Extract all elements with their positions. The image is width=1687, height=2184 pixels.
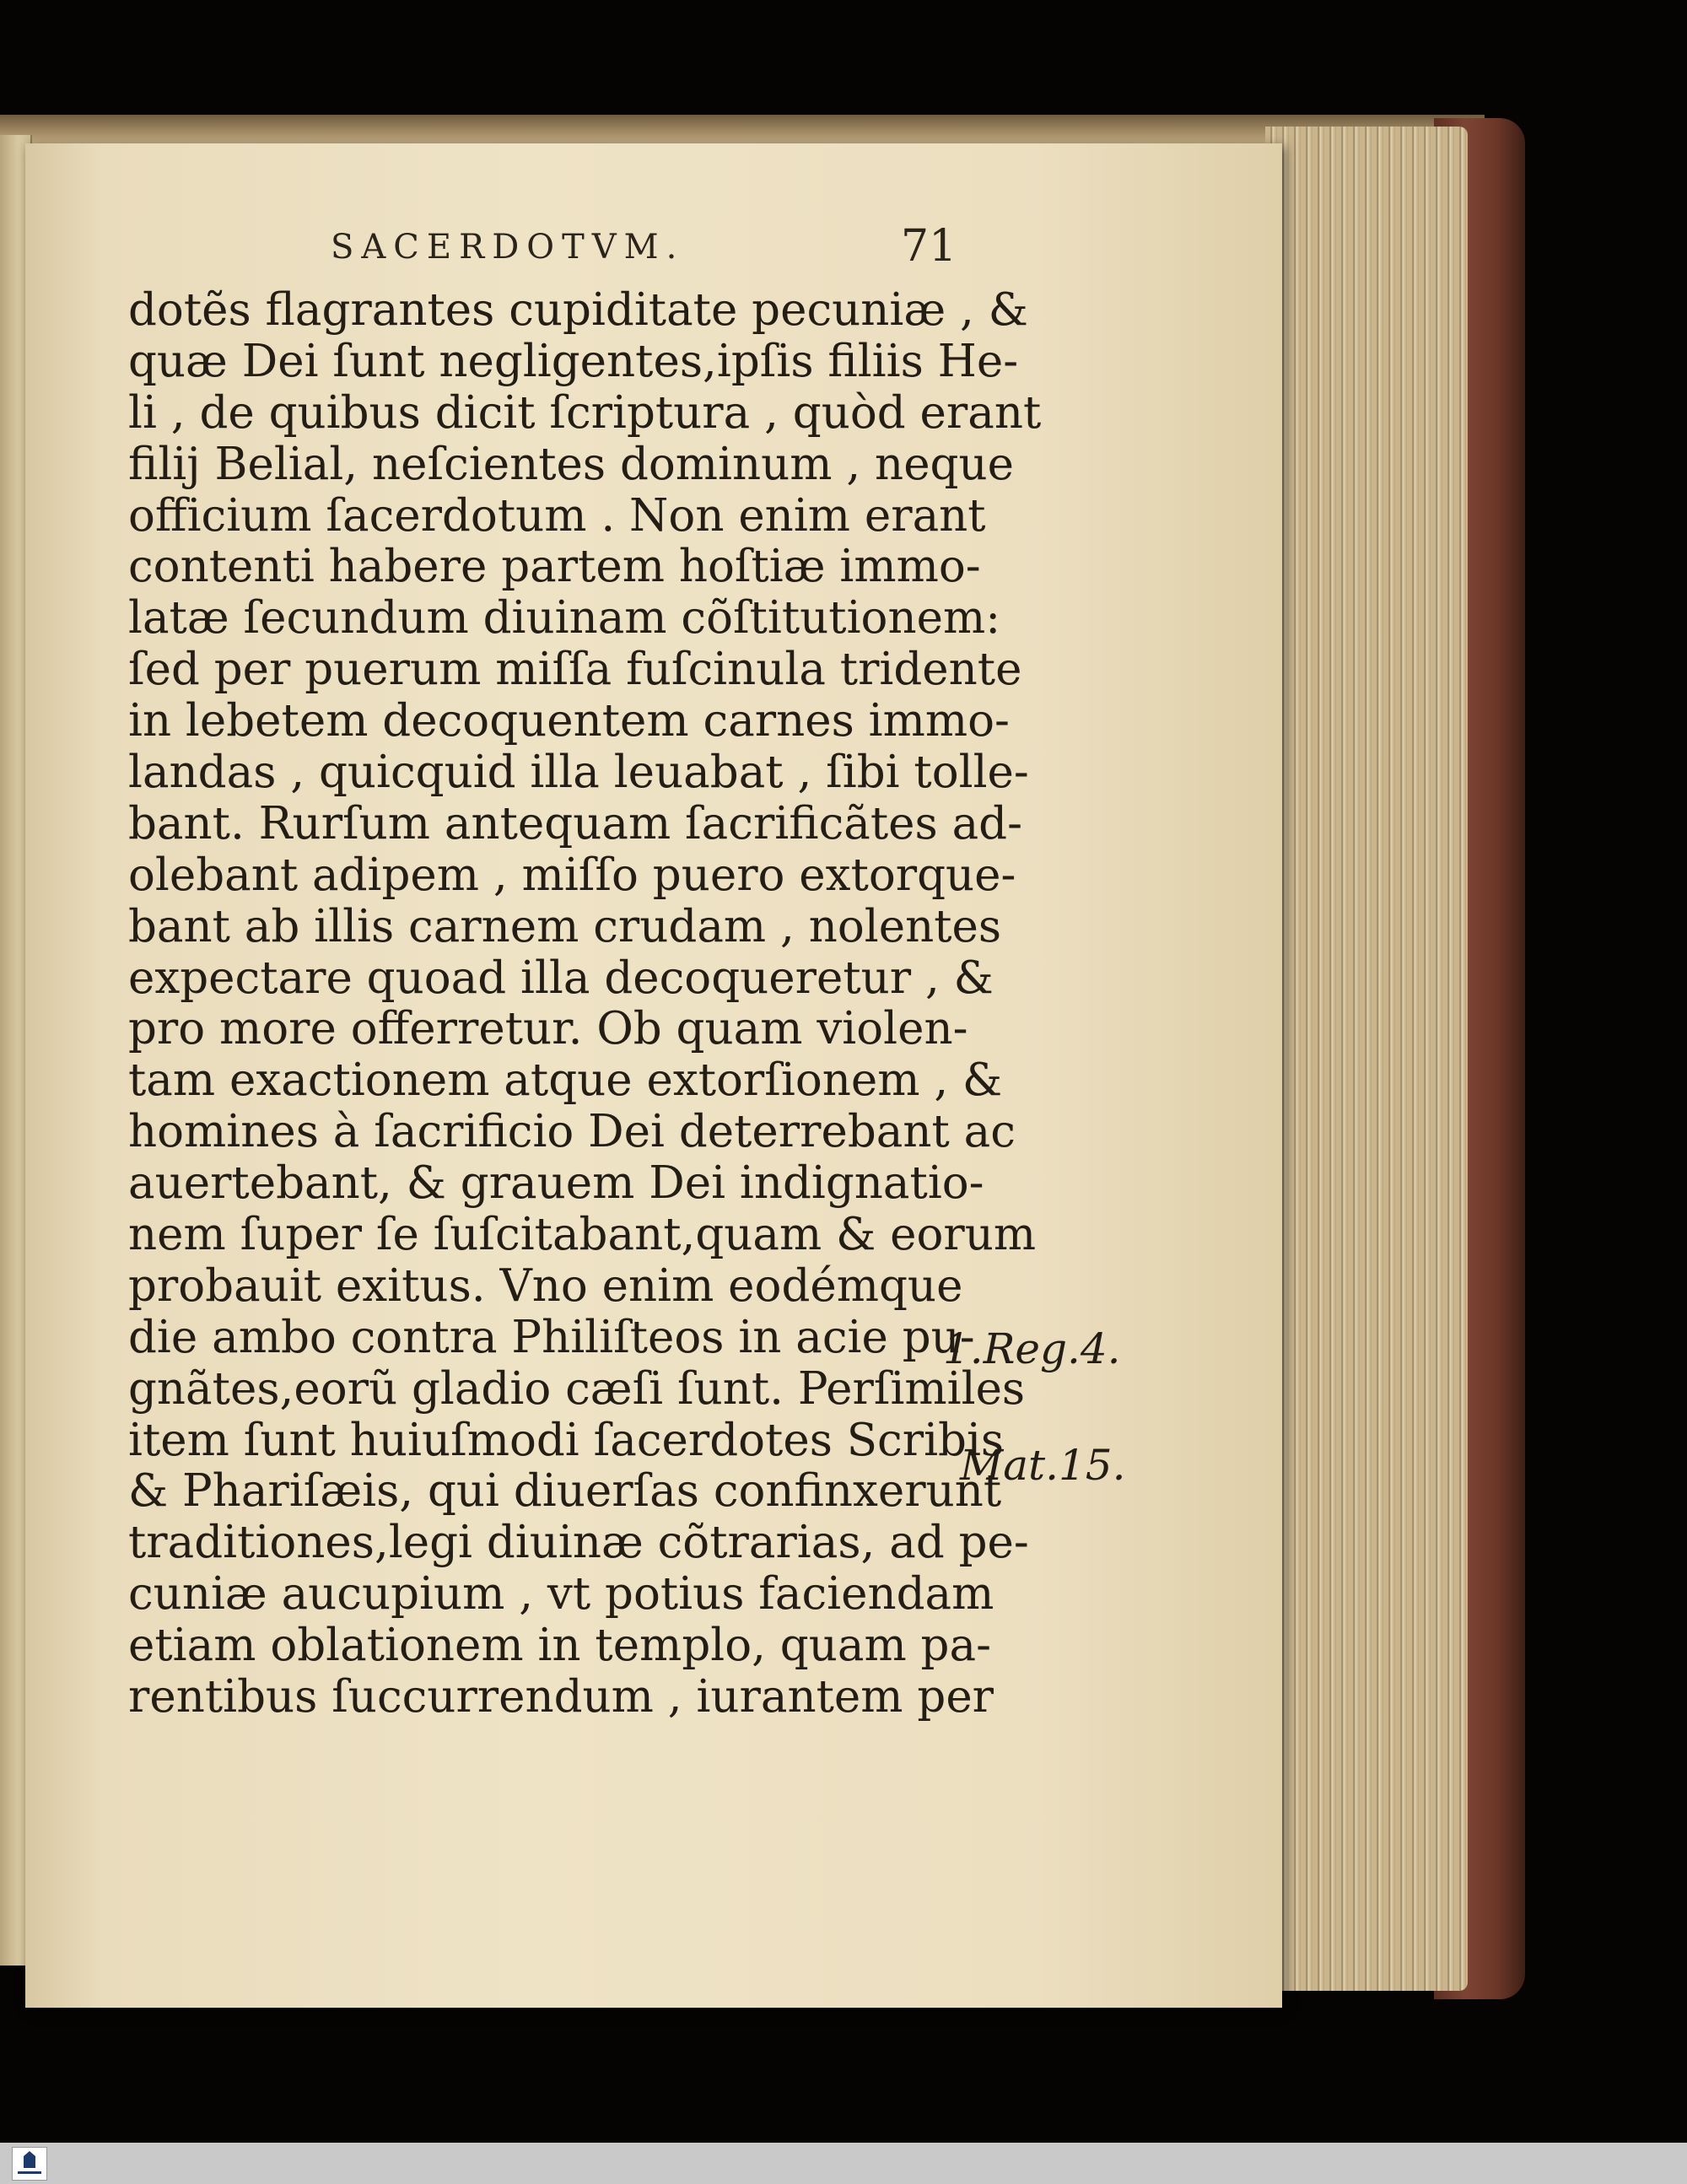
text-line: li , de quibus dicit ſcriptura , quòd erant	[128, 386, 1042, 439]
text-line: auertebant, & grauem Dei indignatio-	[128, 1157, 984, 1210]
cover-top-edge	[0, 115, 1485, 145]
viewer-footer-bar	[0, 2143, 1687, 2184]
text-line: etiam oblationem in templo, quam pa-	[128, 1620, 991, 1672]
text-line: gnãtes,eorũ gladio cæſi ſunt. Perſimiles	[128, 1362, 1026, 1415]
text-line: nem ſuper ſe ſuſcitabant,quam & eorum	[128, 1209, 1037, 1261]
text-line: bant ab illis carnem crudam , nolentes	[128, 900, 1002, 952]
page-fore-edge	[1265, 127, 1468, 1991]
text-line: in lebetem decoquentem carnes immo-	[128, 695, 1010, 747]
text-line: pro more offerretur. Ob quam violen-	[128, 1003, 968, 1055]
text-line: expectare quoad illa decoqueretur , &	[128, 952, 994, 1004]
text-line: filij Belial, neſcientes dominum , neque	[128, 438, 1014, 490]
marginal-note-reg: 1.Reg.4.	[943, 1324, 1121, 1373]
text-line: contenti habere partem hoſtiæ immo-	[128, 541, 981, 593]
text-line: quæ Dei ſunt negligentes,ipſis filiis He-	[128, 335, 1019, 387]
text-line: latæ ſecundum diuinam cõſtitutionem:	[128, 592, 1001, 644]
text-line: tam exactionem atque extorſionem , &	[128, 1054, 1003, 1107]
running-head: SACERDOTVM.	[331, 228, 685, 267]
library-logo-icon[interactable]	[12, 2147, 47, 2181]
text-line: officium ſacerdotum . Non enim erant	[128, 489, 986, 542]
page-number: 71	[901, 221, 957, 272]
text-line: ſed per puerum miſſa fuſcinula tridente	[128, 644, 1022, 696]
text-line: dotẽs flagrantes cupiditate pecuniæ , &	[128, 284, 1028, 336]
text-line: bant. Rurſum antequam ſacrificãtes ad-	[128, 797, 1022, 849]
text-line: die ambo contra Philiſteos in acie pu-	[128, 1311, 975, 1363]
text-line: traditiones,legi diuinæ cõtrarias, ad pe-	[128, 1517, 1029, 1569]
text-line: & Phariſæis, qui diuerſas confinxerunt	[128, 1465, 1002, 1518]
text-line: item ſunt huiuſmodi ſacerdotes Scribis	[128, 1414, 1005, 1466]
text-line: probauit exitus. Vno enim eodémque	[128, 1259, 963, 1312]
marginal-note-mat: Mat.15.	[960, 1441, 1126, 1490]
text-line: landas , quicquid illa leuabat , ſibi tolle-	[128, 747, 1029, 799]
text-line: homines à ſacrificio Dei deterrebant ac	[128, 1106, 1016, 1158]
text-line: cuniæ aucupium , vt potius faciendam	[128, 1568, 994, 1620]
text-line: rentibus ſuccurrendum , iurantem per	[128, 1671, 994, 1723]
text-line: olebant adipem , miſſo puero extorque-	[128, 849, 1016, 901]
